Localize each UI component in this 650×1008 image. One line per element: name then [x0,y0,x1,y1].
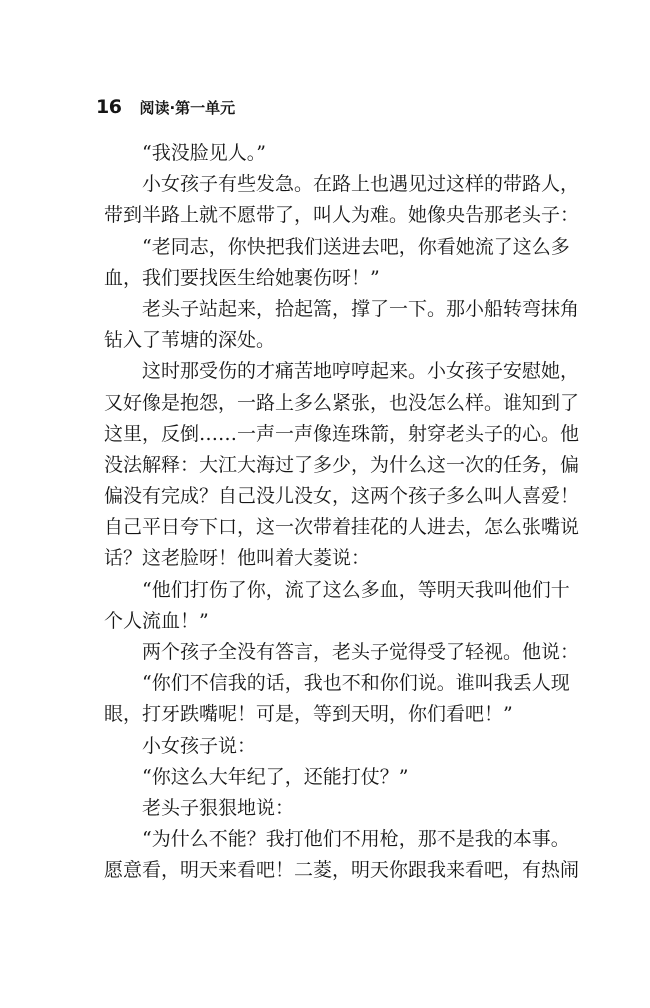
text-line: 小女孩子有些发急。在路上也遇见过这样的带路人， [142,173,580,196]
text-line: 没法解释：大江大海过了多少，为什么这一次的任务，偏 [104,453,580,476]
text-line: 两个孩子全没有答言，老头子觉得受了轻视。他说： [142,641,580,663]
text-line: “为什么不能？我打他们不用枪，那不是我的本事。 [142,828,570,851]
text-line: 带到半路上就不愿带了，叫人为难。她像央告那老头子： [104,204,580,227]
text-line: 话？这老脸呀！他叫着大菱说： [104,547,371,570]
text-line: 眼，打牙跌嘴呢！可是，等到天明，你们看吧！” [104,703,513,726]
text-line: 老头子站起来，拾起篙，撑了一下。那小船转弯抹角 [142,297,580,320]
page-number: 16 [96,96,122,118]
text-line: “你这么大年纪了，还能打仗？” [142,765,409,788]
text-line: 个人流血！” [104,609,209,632]
text-line: “我没脸见人。” [142,142,266,164]
text-line: “他们打伤了你，流了这么多血，等明天我叫他们十 [142,578,570,601]
text-line: 愿意看，明天来看吧！二菱，明天你跟我来看吧，有热闹 [104,859,580,882]
text-line: 又好像是抱怨，一路上多么紧张，也没怎么样。谁知到了 [104,391,580,414]
text-line: 自己平日夸下口，这一次带着挂花的人进去，怎么张嘴说 [104,516,580,539]
text-line: 血，我们要找医生给她裹伤呀！” [104,266,380,289]
text-line: 小女孩子说： [142,734,257,757]
running-head: 阅读·第一单元 [139,99,236,117]
text-line: “老同志，你快把我们送进去吧，你看她流了这么多 [142,235,570,258]
body-text [104,138,580,887]
text-line: 老头子狠狠地说： [142,796,295,819]
text-line: 偏没有完成？自己没儿没女，这两个孩子多么叫人喜爱！ [104,485,580,508]
page-header [96,96,235,124]
text-line: 这时那受伤的才痛苦地哼哼起来。小女孩子安慰她， [142,360,580,383]
text-line: 这里，反倒……一声一声像连珠箭，射穿老头子的心。他 [104,422,580,445]
text-line: 钻入了苇塘的深处。 [104,329,276,352]
text-line: “你们不信我的话，我也不和你们说。谁叫我丢人现 [142,672,570,695]
